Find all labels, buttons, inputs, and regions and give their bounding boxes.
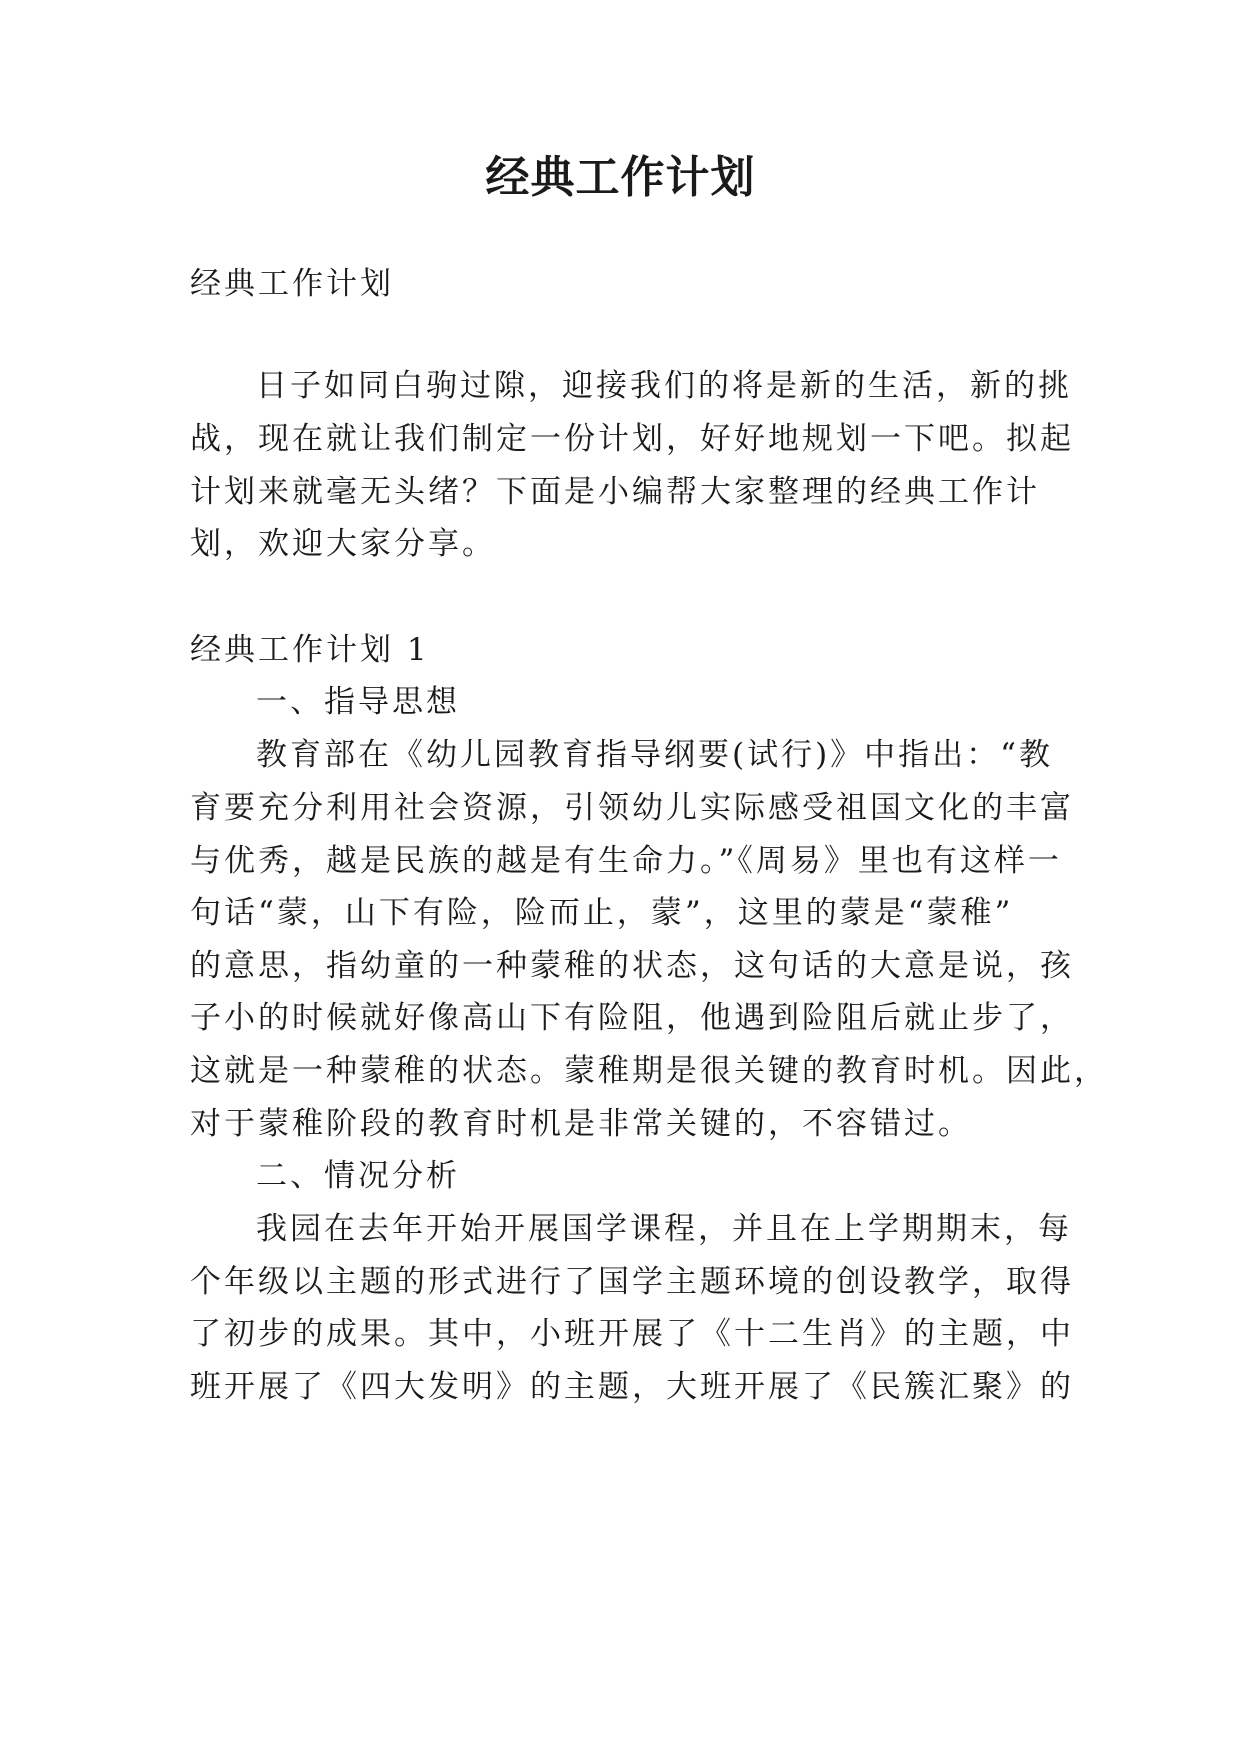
document-title: 经典工作计划: [485, 152, 756, 203]
part1-line-1: 教育部在《幼儿园教育指导纲要(试行)》中指出：“教: [256, 737, 1054, 773]
part1-line-8: 对于蒙稚阶段的教育时机是非常关键的，不容错过。: [190, 1106, 972, 1142]
part1-line-2: 育要充分利用社会资源，引领幼儿实际感受祖国文化的丰富: [190, 790, 1074, 826]
part1-line-7: 这就是一种蒙稚的状态。蒙稚期是很关键的教育时机。因此，: [190, 1053, 1108, 1089]
part1-line-6: 子小的时候就好像高山下有险阻，他遇到险阻后就止步了，: [190, 1000, 1074, 1036]
part1-line-3: 与优秀，越是民族的越是有生命力。”《周易》里也有这样一: [190, 843, 1062, 879]
intro-line-3: 计划来就毫无头绪？下面是小编帮大家整理的经典工作计: [190, 474, 1040, 510]
part2-line-2: 个年级以主题的形式进行了国学主题环境的创设教学，取得: [190, 1264, 1074, 1300]
intro-line-1: 日子如同白驹过隙，迎接我们的将是新的生活，新的挑: [256, 368, 1072, 404]
part1-line-4: 句话“蒙，山下有险，险而止，蒙”，这里的蒙是“蒙稚”: [190, 895, 1014, 931]
intro-line-2: 战，现在就让我们制定一份计划，好好地规划一下吧。拟起: [190, 421, 1074, 457]
intro-line-4: 划，欢迎大家分享。: [190, 526, 496, 562]
part1-heading: 一、指导思想: [256, 684, 460, 720]
part1-line-5: 的意思，指幼童的一种蒙稚的状态，这句话的大意是说，孩: [190, 948, 1074, 984]
part2-heading: 二、情况分析: [256, 1158, 460, 1194]
part2-line-3: 了初步的成果。其中，小班开展了《十二生肖》的主题，中: [190, 1316, 1074, 1352]
document-subtitle: 经典工作计划: [190, 266, 394, 302]
part2-line-1: 我园在去年开始开展国学课程，并且在上学期期末，每: [256, 1211, 1072, 1247]
part2-line-4: 班开展了《四大发明》的主题，大班开展了《民簇汇聚》的: [190, 1369, 1074, 1405]
section-heading-1: 经典工作计划 1: [190, 632, 430, 668]
